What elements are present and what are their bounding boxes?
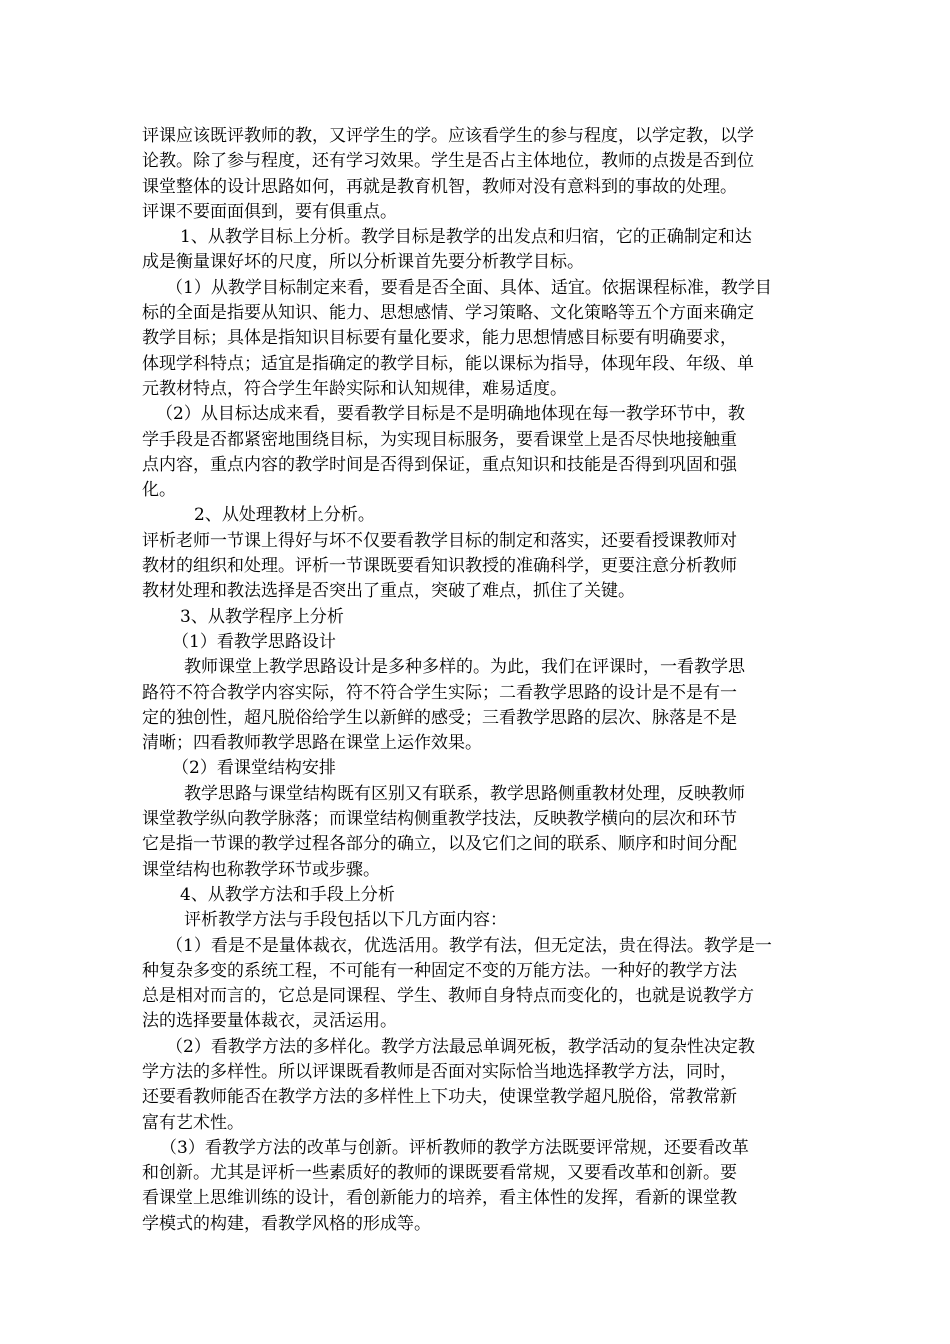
text-line: 教师课堂上教学思路设计是多种多样的。为此，我们在评课时，一看教学思	[184, 657, 745, 678]
text-line: 化。	[142, 480, 176, 501]
text-line: （2）看课堂结构安排	[172, 758, 336, 779]
text-line: 路符不符合教学内容实际，符不符合学生实际；二看教学思路的设计是不是有一	[142, 682, 737, 703]
text-line: 学模式的构建，看教学风格的形成等。	[142, 1213, 431, 1234]
text-line: 法的选择要量体裁衣，灵活运用。	[142, 1011, 397, 1032]
text-line: 教材的组织和处理。评析一节课既要看知识教授的准确科学，更要注意分析教师	[142, 556, 737, 577]
text-line: （2）看教学方法的多样化。教学方法最忌单调死板，教学活动的复杂性决定教	[166, 1036, 755, 1057]
text-line: 教学目标；具体是指知识目标要有量化要求，能力思想情感目标要有明确要求，	[142, 328, 737, 349]
text-line: 评析老师一节课上得好与坏不仅要看教学目标的制定和落实，还要看授课教师对	[142, 530, 737, 551]
text-line: 定的独创性，超凡脱俗给学生以新鲜的感受；三看教学思路的层次、脉落是不是	[142, 707, 737, 728]
text-line: 评课应该既评教师的教，又评学生的学。应该看学生的参与程度，以学定教，以学	[142, 126, 754, 146]
text-line: （1）看教学思路设计	[172, 631, 336, 652]
text-line: 成是衡量课好坏的尺度，所以分析课首先要分析教学目标。	[142, 252, 584, 273]
text-line: 和创新。尤其是评析一些素质好的教师的课既要看常规，又要看改革和创新。要	[142, 1163, 737, 1184]
text-line: （1）从教学目标制定来看，要看是否全面、具体、适宜。依据课程标准，教学目	[166, 277, 772, 298]
text-line: 看课堂上思维训练的设计，看创新能力的培养，看主体性的发挥，看新的课堂教	[142, 1188, 737, 1209]
text-line: 课堂教学纵向教学脉落；而课堂结构侧重教学技法，反映教学横向的层次和环节	[142, 809, 737, 830]
text-line: 课堂整体的设计思路如何，再就是教育机智，教师对没有意料到的事故的处理。	[142, 176, 737, 197]
text-line: 教材处理和教法选择是否突出了重点，突破了难点，抓住了关键。	[142, 581, 635, 602]
text-line: （3）看教学方法的改革与创新。评析教师的教学方法既要评常规，还要看改革	[160, 1137, 749, 1158]
text-line: 体现学科特点；适宜是指确定的教学目标，能以课标为指导，体现年段、年级、单	[142, 353, 754, 374]
text-line: 种复杂多变的系统工程，不可能有一种固定不变的万能方法。一种好的教学方法	[142, 960, 737, 981]
text-line: 课堂结构也称教学环节或步骤。	[142, 859, 380, 880]
text-line: 评析教学方法与手段包括以下几方面内容：	[184, 910, 507, 931]
text-line: 2、从处理教材上分析。	[194, 505, 375, 526]
text-line: 学手段是否都紧密地围绕目标，为实现目标服务，要看课堂上是否尽快地接触重	[142, 429, 737, 450]
text-line: （1）看是不是量体裁衣，优选活用。教学有法，但无定法，贵在得法。教学是一	[166, 935, 772, 956]
text-line: 教学思路与课堂结构既有区别又有联系，教学思路侧重教材处理，反映教师	[184, 783, 745, 804]
text-line: 还要看教师能否在教学方法的多样性上下功夫，使课堂教学超凡脱俗，常教常新	[142, 1087, 737, 1108]
text-line: 评课不要面面俱到，要有俱重点。	[142, 201, 397, 222]
text-line: 富有艺术性。	[142, 1112, 244, 1133]
text-line: 总是相对而言的，它总是同课程、学生、教师自身特点而变化的，也就是说教学方	[142, 986, 754, 1007]
text-line: （2）从目标达成来看，要看教学目标是不是明确地体现在每一教学环节中，教	[156, 404, 745, 425]
text-line: 它是指一节课的教学过程各部分的确立，以及它们之间的联系、顺序和时间分配	[142, 834, 737, 855]
text-line: 标的全面是指要从知识、能力、思想感情、学习策略、文化策略等五个方面来确定	[142, 303, 754, 324]
text-line: 3、从教学程序上分析	[180, 606, 344, 627]
text-line: 清晰；四看教师教学思路在课堂上运作效果。	[142, 733, 482, 754]
text-line: 学方法的多样性。所以评课既看教师是否面对实际恰当地选择教学方法，同时，	[142, 1061, 737, 1082]
text-line: 点内容，重点内容的教学时间是否得到保证，重点知识和技能是否得到巩固和强	[142, 454, 737, 475]
text-line: 1、从教学目标上分析。教学目标是教学的出发点和归宿，它的正确制定和达	[180, 227, 752, 248]
body-text	[142, 124, 830, 1237]
text-line: 论教。除了参与程度，还有学习效果。学生是否占主体地位，教师的点拨是否到位	[142, 151, 754, 172]
text-line: 元教材特点，符合学生年龄实际和认知规律，难易适度。	[142, 378, 567, 399]
text-line: 4、从教学方法和手段上分析	[180, 884, 395, 905]
